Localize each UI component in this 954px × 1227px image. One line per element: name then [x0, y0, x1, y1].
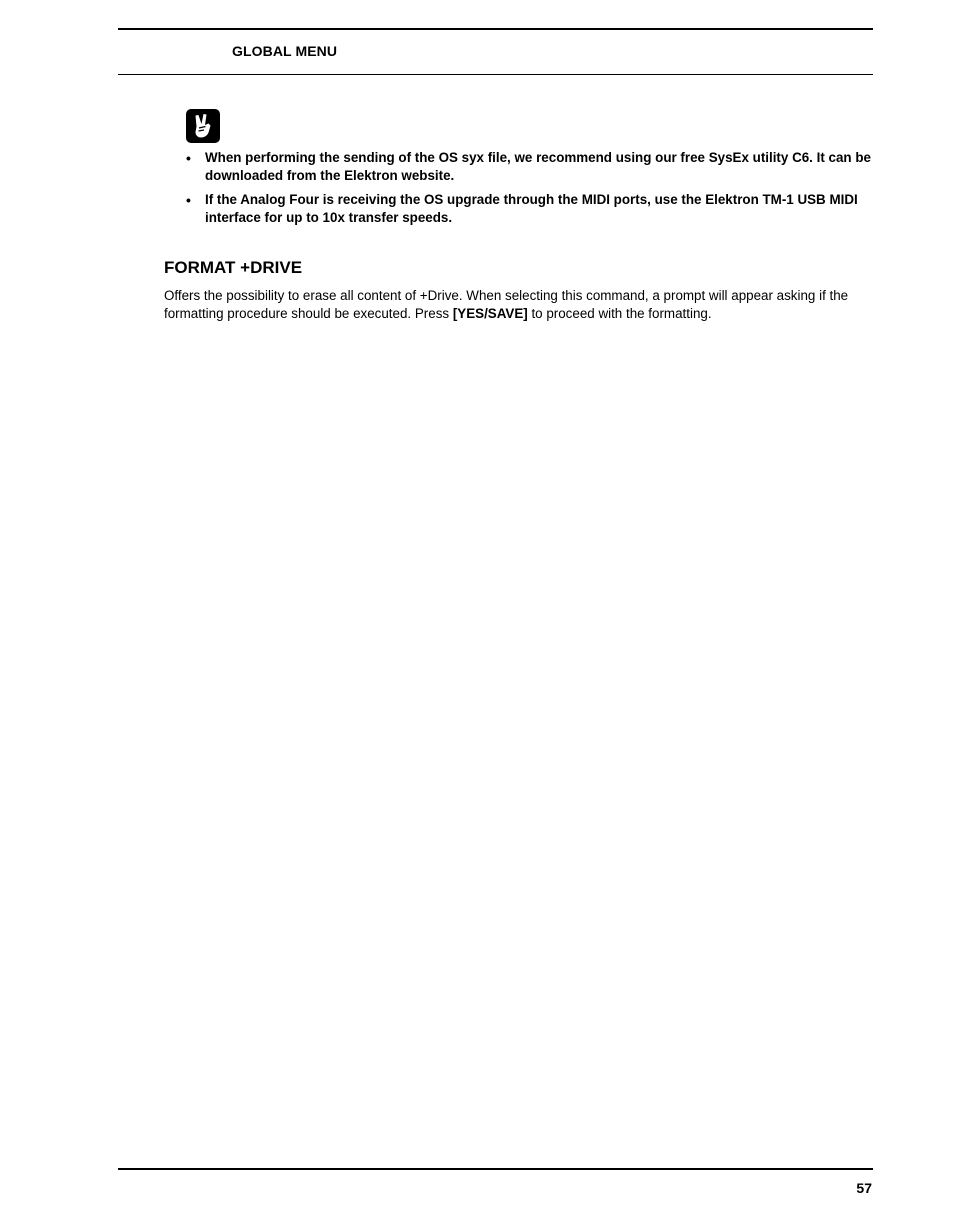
tip-bullet-list [186, 149, 876, 233]
tip-bullet-text: When performing the sending of the OS syx file, we recommend using our free SysEx utility C6. It can be downloaded from the Elektron website. [205, 150, 871, 183]
body-paragraph [164, 287, 876, 323]
paragraph-text: to proceed with the formatting. [527, 306, 712, 321]
tip-bullet-text: If the Analog Four is receiving the OS upgrade through the MIDI ports, use the Elektron TM-1 USB MIDI interface for up to 10x transfer speeds. [205, 192, 858, 225]
header-top-rule [118, 28, 873, 30]
key-label: [YES/SAVE] [452, 306, 528, 321]
footer-rule [118, 1168, 873, 1170]
page-number: 57 [856, 1180, 872, 1196]
tip-bullet-item [186, 191, 876, 227]
bullet-dot-icon: • [186, 192, 191, 208]
paragraph-text: Offers the possibility to erase all content of +Drive. When selecting this command, a prompt will appear asking if the formatting procedure should be executed. Press [164, 288, 849, 321]
peace-hand-icon [186, 109, 220, 143]
tip-bullet-item [186, 149, 876, 185]
header-bottom-rule [118, 74, 873, 75]
running-header: GLOBAL MENU [232, 43, 338, 59]
section-heading: FORMAT +DRIVE [164, 258, 303, 277]
bullet-dot-icon: • [186, 150, 191, 166]
